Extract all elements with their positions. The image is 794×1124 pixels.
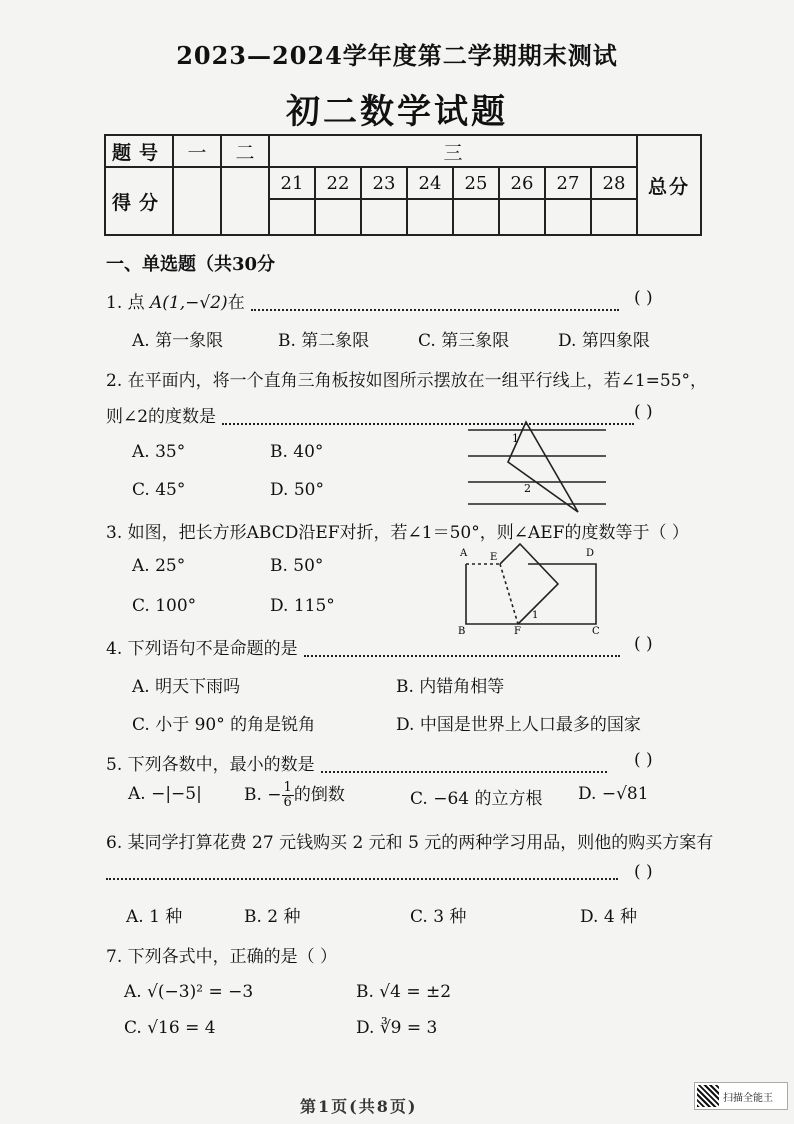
q4-option-b: B. 内错角相等 (396, 677, 505, 697)
q4-stem-text: 4. 下列语句不是命题的是 (106, 639, 298, 659)
q-number: 25 (453, 167, 499, 199)
col-one: 一 (173, 135, 221, 167)
score-table (104, 134, 702, 236)
qr-code-icon (697, 1085, 719, 1107)
q3-label-b: B (458, 626, 466, 636)
q3-option-a: A. 25° (132, 556, 186, 576)
q5-option-a: A. −|−5| (128, 784, 202, 804)
q-number: 22 (315, 167, 361, 199)
scanner-watermark (694, 1082, 788, 1110)
q6-line1: 6. 某同学打算花费 27 元钱购买 2 元和 5 元的两种学习用品，则他的购买方案有 (106, 833, 714, 853)
q3-label-f: F (514, 626, 521, 636)
q4-option-c: C. 小于 90° 的角是锐角 (132, 715, 316, 735)
col-three: 三 (269, 135, 637, 167)
page-footer: 第1页(共8页) (300, 1097, 418, 1116)
q7-option-c: C. √16 = 4 (124, 1018, 216, 1038)
q-number: 24 (407, 167, 453, 199)
score-cell (499, 199, 545, 235)
q5-fraction (282, 781, 294, 810)
q6-answer-paren: ( ) (634, 862, 653, 882)
leader-dots (106, 866, 618, 880)
q7-line1: 7. 下列各式中，正确的是（ ） (106, 947, 338, 967)
col-total: 总分 (637, 135, 701, 235)
q4-stem (106, 634, 626, 659)
q5-option-d: D. −√81 (578, 784, 649, 804)
q1-post: 在 (227, 293, 245, 313)
q1-option-c: C. 第三象限 (418, 331, 510, 351)
q5-answer-paren: ( ) (634, 750, 653, 770)
score-cell (591, 199, 637, 235)
leader-dots (304, 643, 620, 657)
q5-option-c: C. −64 的立方根 (410, 789, 543, 809)
q5-stem-text: 5. 下列各数中，最小的数是 (106, 755, 315, 775)
q6-option-c: C. 3 种 (410, 907, 467, 927)
q1-option-a: A. 第一象限 (132, 331, 224, 351)
q3-line1: 3. 如图，把长方形ABCD沿EF对折，若∠1＝50°，则∠AEF的度数等于（ ） (106, 523, 689, 543)
q1-option-b: B. 第二象限 (278, 331, 370, 351)
q-number: 28 (591, 167, 637, 199)
leader-dots (321, 759, 607, 773)
q1-point: A(1,−√2) (150, 293, 228, 313)
q3-label-a: A (460, 548, 468, 559)
q3-angle-1-label: 1 (532, 610, 539, 621)
q5-option-b-post: 的倒数 (293, 785, 345, 805)
q7-option-a: A. √(−3)² = −3 (124, 982, 254, 1002)
q3-label-e: E (490, 552, 498, 563)
q2-option-b: B. 40° (270, 442, 324, 462)
q2-answer-paren: ( ) (634, 402, 653, 422)
q4-option-d: D. 中国是世界上人口最多的国家 (396, 715, 641, 735)
q3-label-d: D (586, 548, 595, 559)
exam-title: 初二数学试题 (286, 92, 508, 132)
q4-answer-paren: ( ) (634, 634, 653, 654)
q-number: 26 (499, 167, 545, 199)
q3-label-c: C (592, 626, 600, 636)
q5-fraction-numerator: 1 (283, 780, 292, 795)
q3-option-b: B. 50° (270, 556, 324, 576)
q2-option-c: C. 45° (132, 480, 186, 500)
q2-option-d: D. 50° (270, 480, 324, 500)
q6-line2 (106, 862, 624, 882)
q1-pre: 1. 点 (106, 293, 151, 313)
q-number: 21 (269, 167, 315, 199)
leader-dots (251, 297, 619, 311)
section-title: 一、单选题（共30分 (106, 254, 276, 275)
row-label-score: 得分 (105, 167, 173, 235)
q-number: 27 (545, 167, 591, 199)
q7-option-d: D. ∛9 = 3 (356, 1018, 438, 1038)
q6-option-b: B. 2 种 (244, 907, 301, 927)
q3-rectangle-fold-figure (454, 540, 604, 636)
score-cell (407, 199, 453, 235)
q3-option-d: D. 115° (270, 596, 335, 616)
score-cell-one (173, 167, 221, 235)
q5-option-b (244, 780, 345, 810)
q2-line2-text: 则∠2的度数是 (106, 407, 217, 427)
scanner-badge-text: 扫描全能王 (723, 1092, 773, 1104)
q1-stem (106, 288, 625, 313)
q3-option-c: C. 100° (132, 596, 197, 616)
score-cell (545, 199, 591, 235)
score-cell (453, 199, 499, 235)
q5-fraction-denominator: 6 (283, 795, 292, 810)
q5-option-b-pre: B. − (244, 785, 282, 805)
score-cell (315, 199, 361, 235)
col-two: 二 (221, 135, 269, 167)
q5-stem (106, 750, 613, 775)
q7-option-b: B. √4 = ±2 (356, 982, 452, 1002)
year-title: 2023—2024学年度第二学期期末测试 (176, 41, 618, 70)
row-label-question-number: 题号 (105, 135, 173, 167)
q2-line1: 2. 在平面内，将一个直角三角板按如图所示摆放在一组平行线上，若∠1=55°， (106, 371, 708, 391)
q1-answer-paren: ( ) (634, 288, 653, 308)
score-cell (269, 199, 315, 235)
q6-option-d: D. 4 种 (580, 907, 638, 927)
q2-parallel-lines-figure (466, 418, 608, 518)
q2-angle-1-label: 1 (512, 432, 519, 445)
q2-angle-2-label: 2 (524, 482, 531, 495)
q1-option-d: D. 第四象限 (558, 331, 650, 351)
q-number: 23 (361, 167, 407, 199)
q6-option-a: A. 1 种 (126, 907, 183, 927)
q4-option-a: A. 明天下雨吗 (132, 677, 241, 697)
q2-option-a: A. 35° (132, 442, 186, 462)
score-cell-two (221, 167, 269, 235)
score-cell (361, 199, 407, 235)
